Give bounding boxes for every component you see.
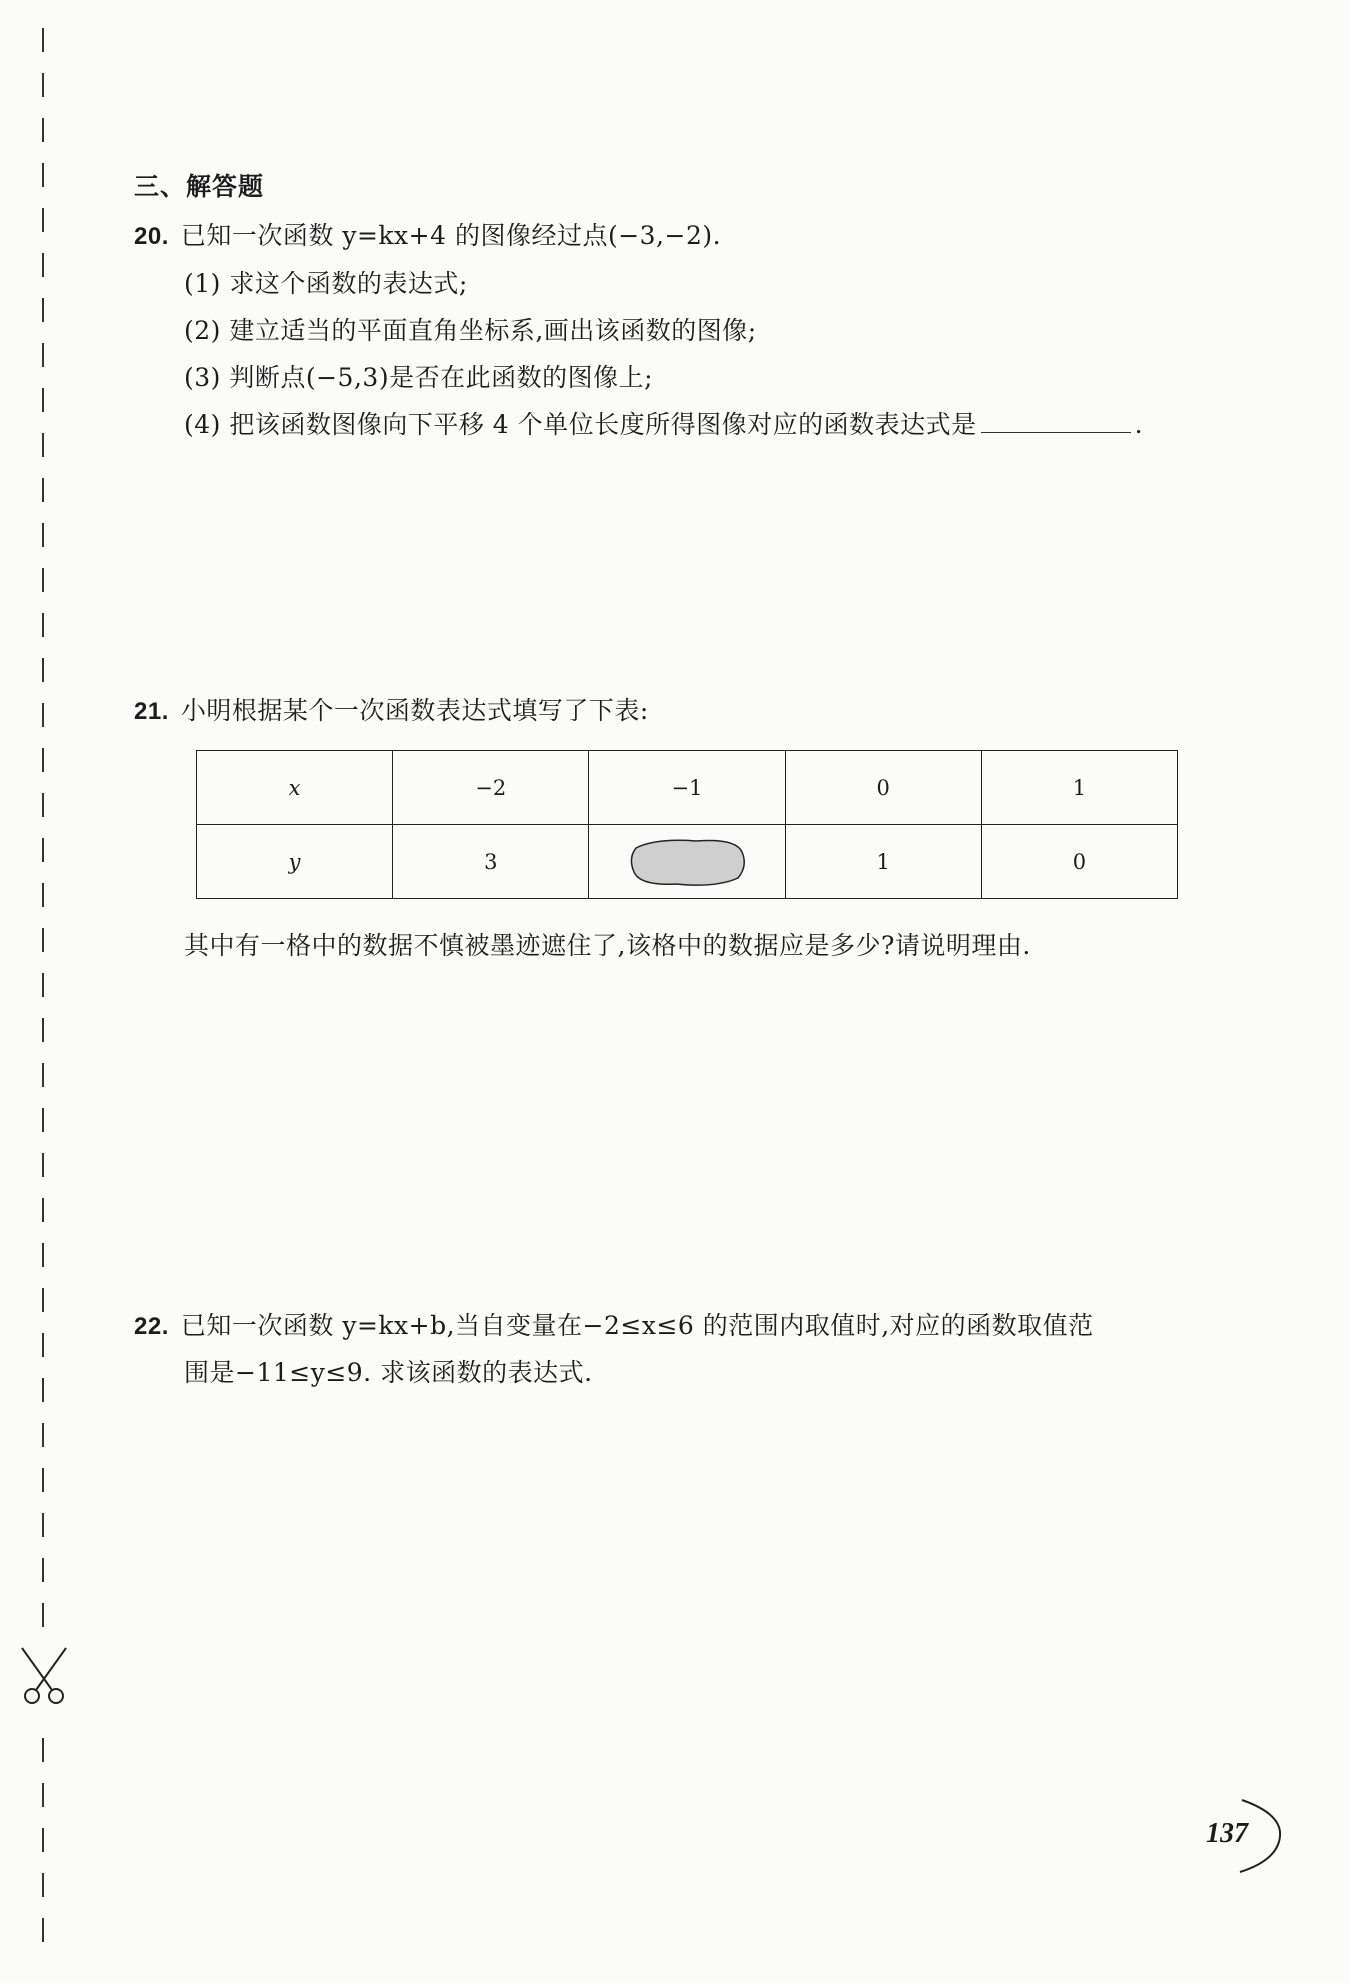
cut-line-dash — [42, 1243, 44, 1267]
section-title: 三、解答题 — [134, 172, 265, 201]
cut-line-dash — [42, 658, 44, 682]
cut-line-dash — [42, 208, 44, 232]
cut-line-dash — [42, 343, 44, 367]
table-cell: x — [197, 751, 393, 825]
table-cell: 0 — [785, 751, 981, 825]
cut-line-dash — [42, 973, 44, 997]
cut-line-dash — [42, 253, 44, 277]
cut-line-dash — [42, 1738, 44, 1762]
cut-line-dash — [42, 793, 44, 817]
value-table — [196, 750, 1178, 899]
table-cell: 1 — [981, 751, 1177, 825]
cut-line-dash — [42, 703, 44, 727]
table-cell-obscured — [589, 825, 785, 899]
q20-stem-line — [134, 216, 721, 252]
cut-line-dash — [42, 1873, 44, 1897]
q20-part-2: (2) 建立适当的平面直角坐标系,画出该函数的图像; — [184, 316, 757, 345]
q22-line-1 — [134, 1306, 1094, 1342]
page-number: 137 — [1206, 1818, 1248, 1849]
table-cell: y — [197, 825, 393, 899]
cut-line-dash — [42, 883, 44, 907]
cut-line-dash — [42, 1198, 44, 1222]
cut-line-dash — [42, 1378, 44, 1402]
q20-part-4-line — [184, 405, 1143, 441]
cut-line-dash — [42, 1423, 44, 1447]
cut-line-dash — [42, 1603, 44, 1627]
cut-line-dash — [42, 433, 44, 457]
cut-line-dash — [42, 928, 44, 952]
cut-line-dash — [42, 28, 44, 52]
cut-line-dash — [42, 1513, 44, 1537]
cut-line-dash — [42, 1828, 44, 1852]
q22-text-1: 已知一次函数 y=kx+b,当自变量在−2≤x≤6 的范围内取值时,对应的函数取值范 — [180, 1311, 1094, 1340]
cut-line-dash — [42, 1333, 44, 1357]
q20-part-4-end: . — [1134, 410, 1144, 439]
cut-line-dash — [42, 1108, 44, 1132]
cut-line-dash — [42, 1558, 44, 1582]
cut-line-dash — [42, 838, 44, 862]
cut-line-dash — [42, 1153, 44, 1177]
cut-line-dash — [42, 613, 44, 637]
cut-line-dash — [42, 1288, 44, 1312]
ink-blot-icon — [626, 836, 748, 888]
table-cell: 3 — [393, 825, 589, 899]
q22-number: 22. — [134, 1313, 169, 1340]
page-number-arc — [1236, 1796, 1286, 1876]
cut-line-dash — [42, 523, 44, 547]
cut-line-dash — [42, 1918, 44, 1942]
table-cell: −2 — [393, 751, 589, 825]
table-cell: 0 — [981, 825, 1177, 899]
scissors-icon — [14, 1640, 74, 1710]
cut-line-dash — [42, 298, 44, 322]
cut-line-dash — [42, 1468, 44, 1492]
cut-line-dash — [42, 568, 44, 592]
q21-stem-line — [134, 691, 649, 727]
q20-number: 20. — [134, 223, 169, 250]
table-row-x — [197, 751, 1178, 825]
table-cell: −1 — [589, 751, 785, 825]
q20-stem: 已知一次函数 y=kx+4 的图像经过点(−3,−2). — [180, 221, 722, 250]
q21-followup: 其中有一格中的数据不慎被墨迹遮住了,该格中的数据应是多少?请说明理由. — [184, 931, 1031, 960]
table-cell: 1 — [785, 825, 981, 899]
cut-line-dash — [42, 73, 44, 97]
q21-number: 21. — [134, 698, 169, 725]
q21-stem: 小明根据某个一次函数表达式填写了下表: — [180, 696, 649, 725]
cut-line-dash — [42, 388, 44, 412]
table-row-y — [197, 825, 1178, 899]
cut-line-dash — [42, 1018, 44, 1042]
cut-line-dash — [42, 118, 44, 142]
cut-line-dash — [42, 1783, 44, 1807]
cut-line-dash — [42, 1063, 44, 1087]
q22-line-2: 围是−11≤y≤9. 求该函数的表达式. — [184, 1358, 593, 1387]
cut-line-dash — [42, 163, 44, 187]
cut-line-dash — [42, 478, 44, 502]
answer-blank[interactable] — [981, 410, 1131, 433]
q20-part-3: (3) 判断点(−5,3)是否在此函数的图像上; — [184, 363, 653, 392]
q20-part-1: (1) 求这个函数的表达式; — [184, 269, 468, 298]
q20-part-4: (4) 把该函数图像向下平移 4 个单位长度所得图像对应的函数表达式是 — [184, 410, 977, 439]
cut-line-dash — [42, 748, 44, 772]
